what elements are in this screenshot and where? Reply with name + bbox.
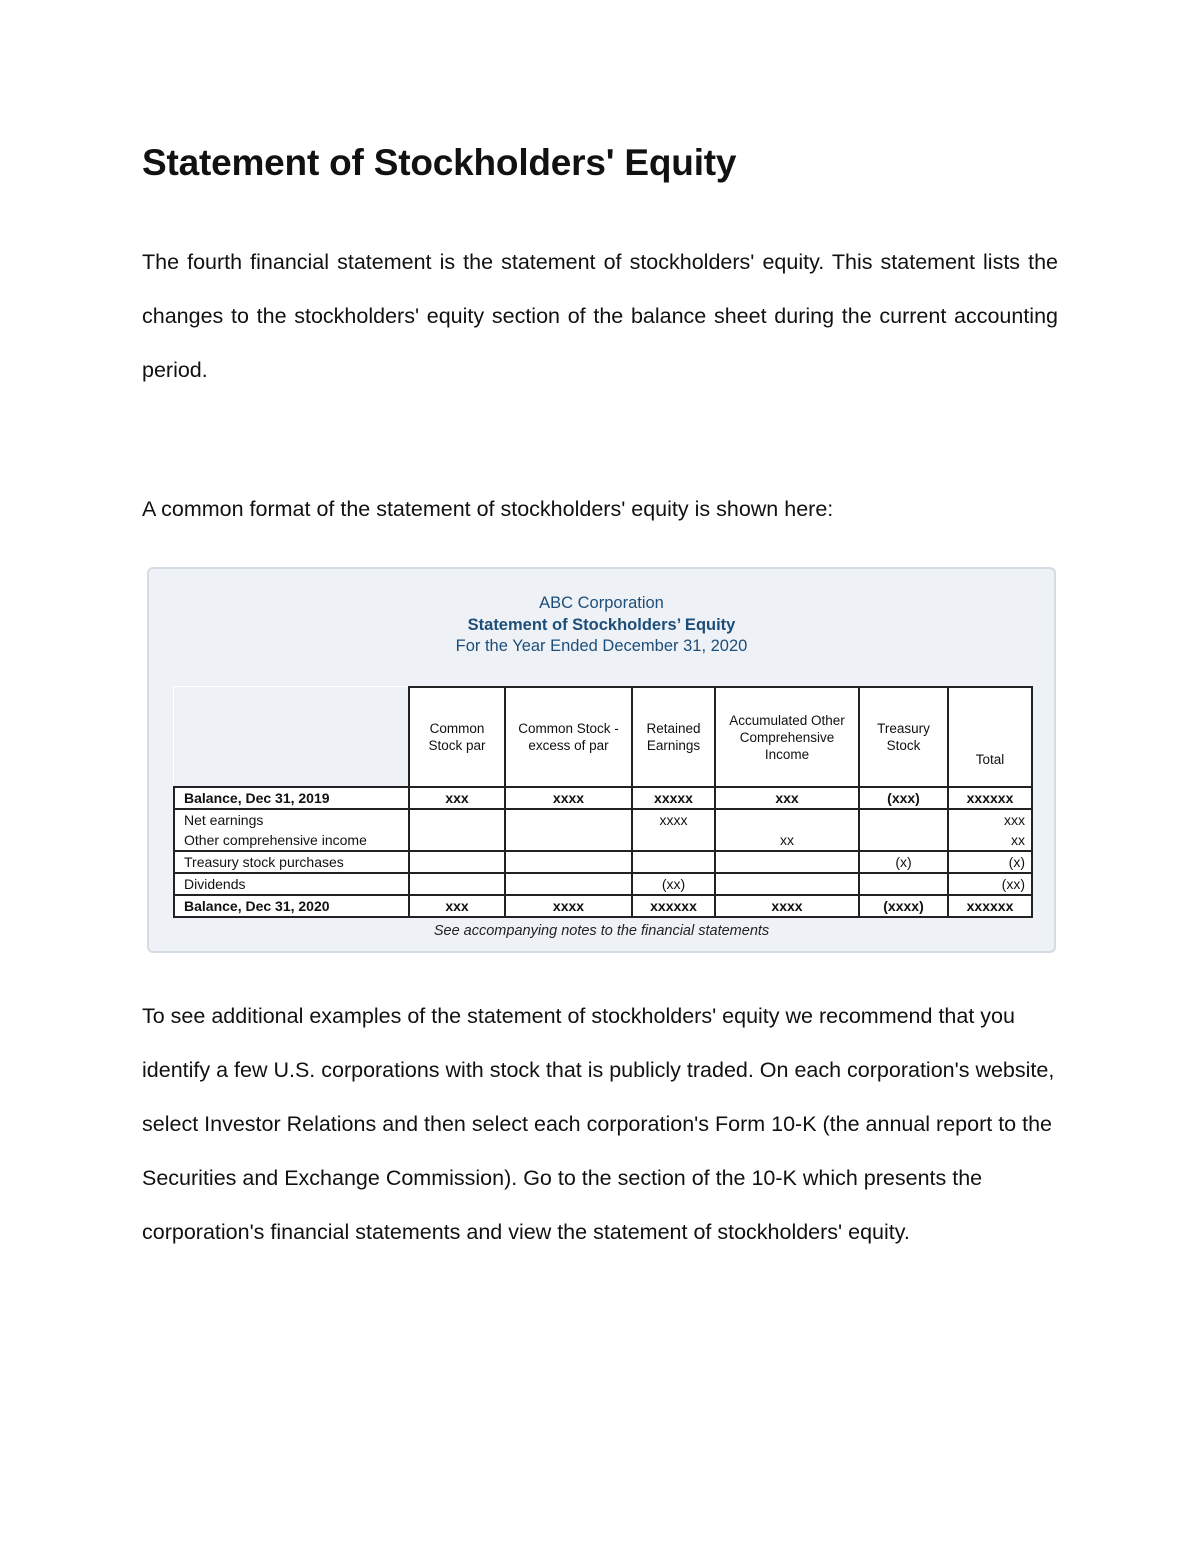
cell-empty (505, 809, 632, 830)
cell-empty (859, 809, 948, 830)
page-title: Statement of Stockholders' Equity (142, 142, 737, 183)
cell-value: xxxx (715, 895, 859, 917)
cell-empty (859, 873, 948, 895)
intro-paragraph: The fourth financial statement is the statement of stockholders' equity. This statement lists the changes to the stockholders' equity section of the balance sheet during the current accounting period. (142, 250, 1058, 382)
cell-empty (715, 809, 859, 830)
cell-value: xxx (715, 787, 859, 809)
equity-table (173, 686, 1033, 918)
cell-empty (505, 873, 632, 895)
table-row (174, 873, 1032, 895)
header-total: Total (948, 687, 1032, 787)
table-row (174, 851, 1032, 873)
header-treasury-stock: Treasury Stock (859, 687, 948, 787)
cell-empty (409, 851, 505, 873)
table-row (174, 830, 1032, 851)
statement-title: Statement of Stockholders’ Equity (467, 615, 736, 634)
cell-value: (x) (948, 851, 1032, 873)
cell-empty (632, 830, 715, 851)
header-common-stock-par: Common Stock par (409, 687, 505, 787)
header-retained-earnings: Retained Earnings (632, 687, 715, 787)
cell-value: (xx) (948, 873, 1032, 895)
header-accumulated-oci: Accumulated Other Comprehensive Income (715, 687, 859, 787)
statement-period: For the Year Ended December 31, 2020 (455, 637, 748, 655)
table-row (174, 809, 1032, 830)
table-header-row (174, 687, 1032, 787)
header-blank-cell (174, 687, 409, 787)
table-row (174, 787, 1032, 809)
cell-empty (715, 873, 859, 895)
cell-empty (409, 873, 505, 895)
cell-value: xxxx (505, 787, 632, 809)
cell-value: xxxxxx (948, 895, 1032, 917)
row-label: Dividends (174, 873, 409, 895)
additional-examples-paragraph: To see additional examples of the statement of stockholders' equity we recommend that you identify a few U.S. corporations with stock that is publicly traded. On each corporation's website, select Investor Relations and then select each corporation's Form 10-K (the annual report to the Securities and Exchange Commission). Go to the section of the 10-K which presents the corporation's financial statements and view the statement of stockholders' equity. (142, 1004, 1055, 1244)
cell-value: xxx (948, 809, 1032, 830)
row-label: Balance, Dec 31, 2020 (174, 895, 409, 917)
company-name: ABC Corporation (539, 594, 664, 612)
format-lead-paragraph: A common format of the statement of stockholders' equity is shown here: (142, 497, 834, 521)
cell-empty (632, 851, 715, 873)
row-label: Balance, Dec 31, 2019 (174, 787, 409, 809)
cell-empty (409, 830, 505, 851)
cell-empty (505, 851, 632, 873)
cell-empty (715, 851, 859, 873)
cell-value: xx (715, 830, 859, 851)
row-label: Other comprehensive income (174, 830, 409, 851)
figure-note: See accompanying notes to the financial statements (433, 923, 770, 939)
cell-value: xxxx (505, 895, 632, 917)
header-common-stock-excess: Common Stock - excess of par (505, 687, 632, 787)
cell-empty (859, 830, 948, 851)
cell-empty (505, 830, 632, 851)
cell-value: xxx (409, 895, 505, 917)
table-row (174, 895, 1032, 917)
cell-value: xxx (409, 787, 505, 809)
cell-value: (xxx) (859, 787, 948, 809)
row-label: Treasury stock purchases (174, 851, 409, 873)
cell-empty (409, 809, 505, 830)
figure-heading (149, 593, 1054, 658)
cell-value: (xxxx) (859, 895, 948, 917)
row-label: Net earnings (174, 809, 409, 830)
equity-statement-figure (147, 567, 1056, 953)
cell-value: xxxxx (632, 787, 715, 809)
cell-value: xx (948, 830, 1032, 851)
cell-value: xxxxxx (632, 895, 715, 917)
cell-value: (x) (859, 851, 948, 873)
cell-value: xxxx (632, 809, 715, 830)
cell-value: (xx) (632, 873, 715, 895)
cell-value: xxxxxx (948, 787, 1032, 809)
